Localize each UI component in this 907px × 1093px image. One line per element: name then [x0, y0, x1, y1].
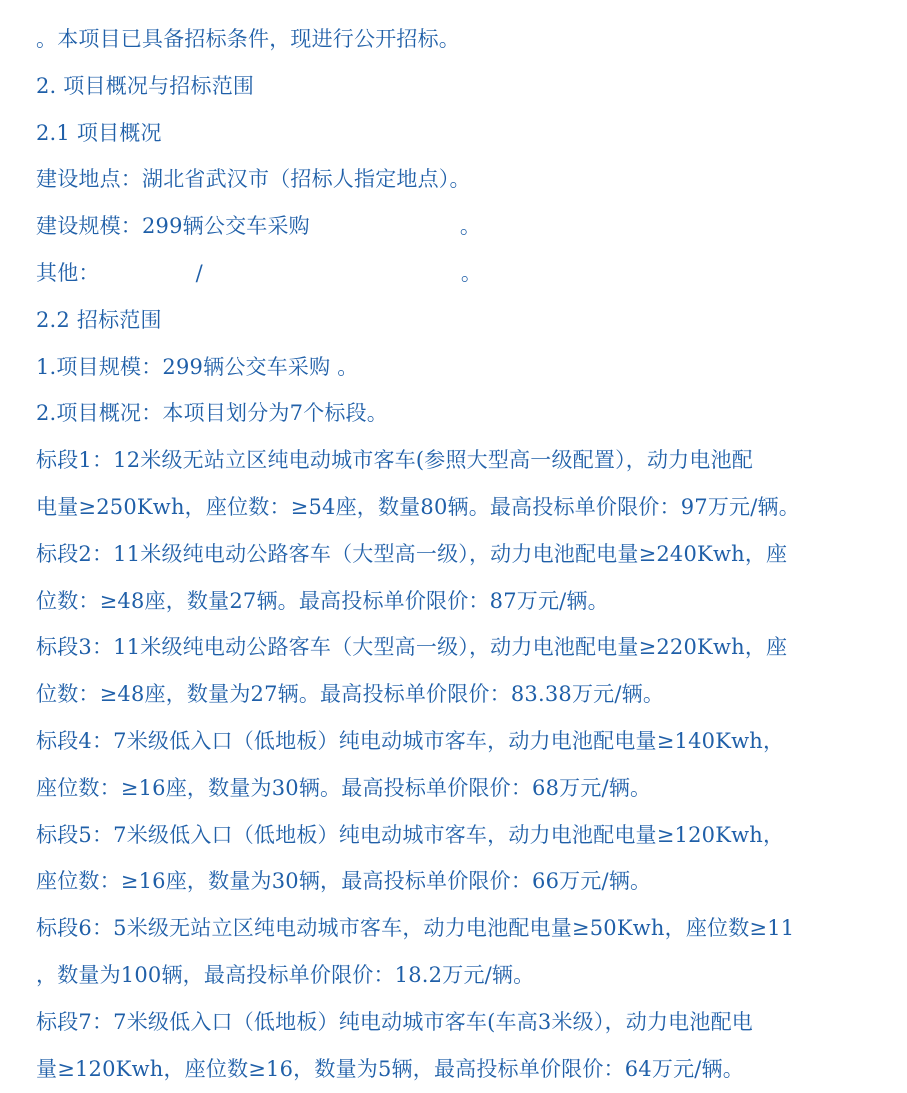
lot-6-line-1: 标段6：5米级无站立区纯电动城市客车，动力电池配电量≥50Kwh，座位数≥11 [36, 916, 795, 941]
lot-3-line-2: 位数：≥48座，数量为27辆。最高投标单价限价：83.38万元/辆。 [36, 682, 665, 707]
lot-3-line-1: 标段3：11米级纯电动公路客车（大型高一级），动力电池配电量≥220Kwh，座 [36, 635, 788, 660]
lot-6-line-2: ，数量为100辆，最高投标单价限价：18.2万元/辆。 [36, 962, 535, 987]
other-line [36, 250, 896, 297]
construction-scale [36, 203, 896, 250]
subsection-heading-2-2: 2.2 招标范围 [36, 307, 162, 332]
lot-7-line-1: 标段7：7米级低入口（低地板）纯电动城市客车(车高3米级），动力电池配电 [36, 1009, 753, 1034]
lot-5-line-1: 标段5：7米级低入口（低地板）纯电动城市客车，动力电池配电量≥120Kwh， [36, 822, 785, 847]
lot-2-line-1: 标段2：11米级纯电动公路客车（大型高一级），动力电池配电量≥240Kwh，座 [36, 541, 788, 566]
project-scale: 1.项目规模：299辆公交车采购 。 [36, 354, 359, 379]
intro-line: 。本项目已具备招标条件，现进行公开招标。 [36, 27, 460, 51]
other-end: 。 [460, 260, 483, 285]
construction-scale-text: 建设规模：299辆公交车采购 [36, 214, 310, 239]
project-overview: 2.项目概况：本项目划分为7个标段。 [36, 401, 388, 426]
other-value: / [195, 260, 203, 285]
other-label: 其他： [36, 260, 100, 285]
subsection-heading-2-1: 2.1 项目概况 [36, 120, 162, 145]
lot-5-line-2: 座位数：≥16座，数量为30辆，最高投标单价限价：66万元/辆。 [36, 869, 652, 894]
lot-1-line-2: 电量≥250Kwh，座位数：≥54座，数量80辆。最高投标单价限价：97万元/辆。 [36, 494, 800, 519]
section-heading-2: 2. 项目概况与招标范围 [36, 73, 255, 98]
lot-2-line-2: 位数：≥48座，数量27辆。最高投标单价限价：87万元/辆。 [36, 588, 609, 613]
construction-location: 建设地点：湖北省武汉市（招标人指定地点）。 [36, 167, 471, 192]
lot-4-line-2: 座位数：≥16座，数量为30辆。最高投标单价限价：68万元/辆。 [36, 775, 652, 800]
lot-7-line-2: 量≥120Kwh，座位数≥16，数量为5辆，最高投标单价限价：64万元/辆。 [36, 1056, 744, 1081]
document-body [36, 16, 896, 1092]
lot-4-line-1: 标段4：7米级低入口（低地板）纯电动城市客车，动力电池配电量≥140Kwh， [36, 728, 785, 753]
lot-1-line-1: 标段1：12米级无站立区纯电动城市客车(参照大型高一级配置），动力电池配 [36, 448, 753, 473]
construction-scale-end: 。 [459, 214, 482, 239]
